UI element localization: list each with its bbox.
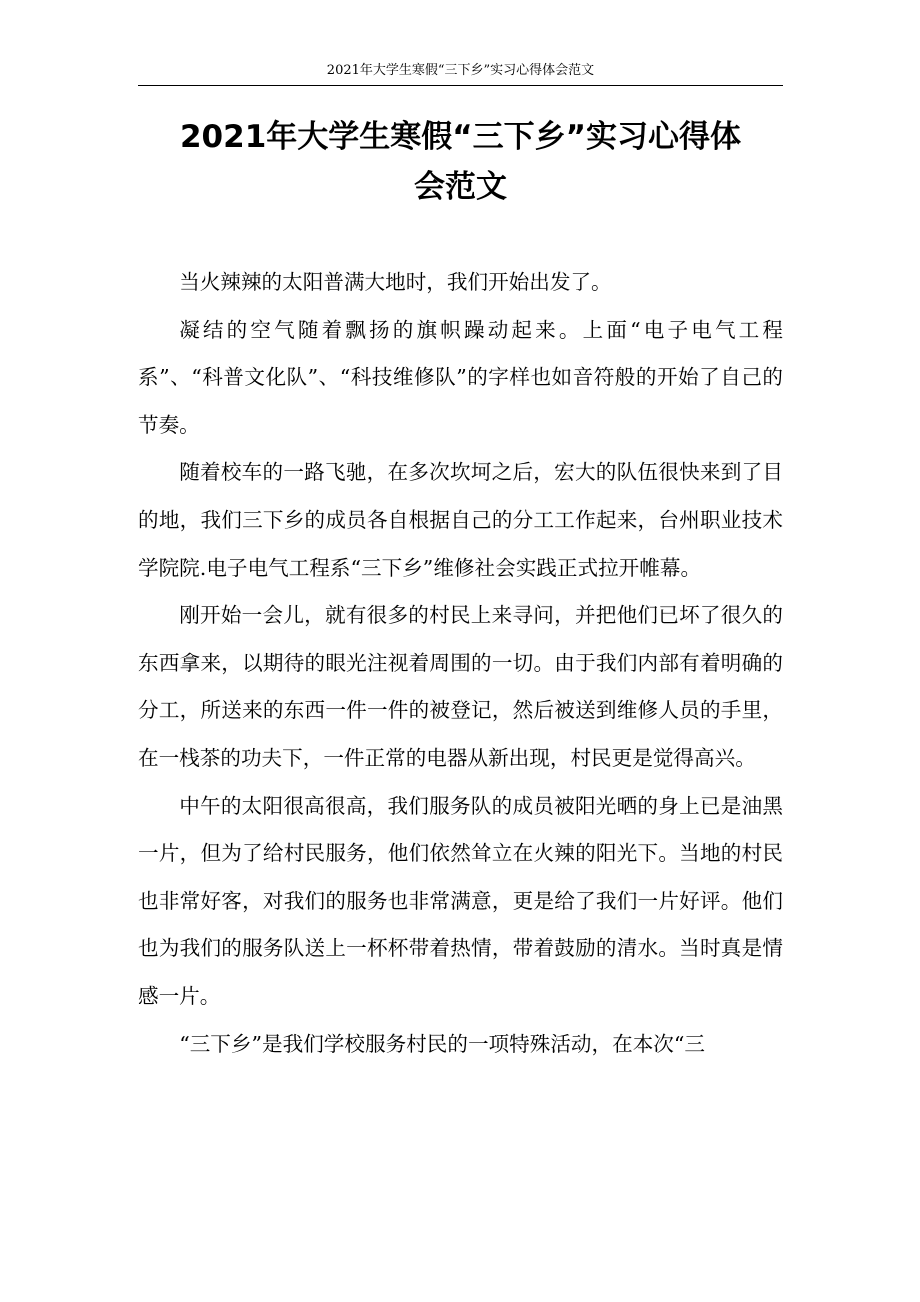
paragraph: 刚开始一会儿，就有很多的村民上来寻问，并把他们已坏了很久的东西拿来，以期待的眼光注视着周围的一切。由于我们内部有着明确的分工，所送来的东西一件一件的被登记，然后被送到维修人员的手里，在一栈茶的功夫下，一件正常的电器从新出现，村民更是觉得高兴。 xyxy=(138,603,783,770)
running-header: 2021年大学生寒假“三下乡”实习心得体会范文 xyxy=(326,63,595,78)
paragraph: 中午的太阳很高很高，我们服务队的成员被阳光晒的身上已是油黑一片，但为了给村民服务，他们依然耸立在火辣的阳光下。当地的村民也非常好客，对我们的服务也非常满意，更是给了我们一片好评。他们也为我们的服务队送上一杯杯带着热情，带着鼓励的清水。当时真是情感一片。 xyxy=(138,793,783,1008)
document-title xyxy=(138,112,783,212)
title-line-2: 会范文 xyxy=(414,169,507,205)
paragraph: 凝结的空气随着飘扬的旗帜躁动起来。上面“电子电气工程系”、“科普文化队”、“科技维修队”的字样也如音符般的开始了自己的节奏。 xyxy=(138,317,783,437)
header-rule xyxy=(138,85,783,86)
document-body xyxy=(138,259,783,1068)
title-line-1: 2021年大学生寒假“三下乡”实习心得体 xyxy=(179,119,742,155)
paragraph: 随着校车的一路飞驰，在多次坎坷之后，宏大的队伍很快来到了目的地，我们三下乡的成员各自根据自己的分工工作起来，台州职业技术学院院.电子电气工程系“三下乡”维修社会实践正式拉开帷幕。 xyxy=(138,460,783,580)
paragraph: “三下乡”是我们学校服务村民的一项特殊活动，在本次“三 xyxy=(179,1031,706,1056)
paragraph: 当火辣辣的太阳普满大地时，我们开始出发了。 xyxy=(179,270,612,294)
